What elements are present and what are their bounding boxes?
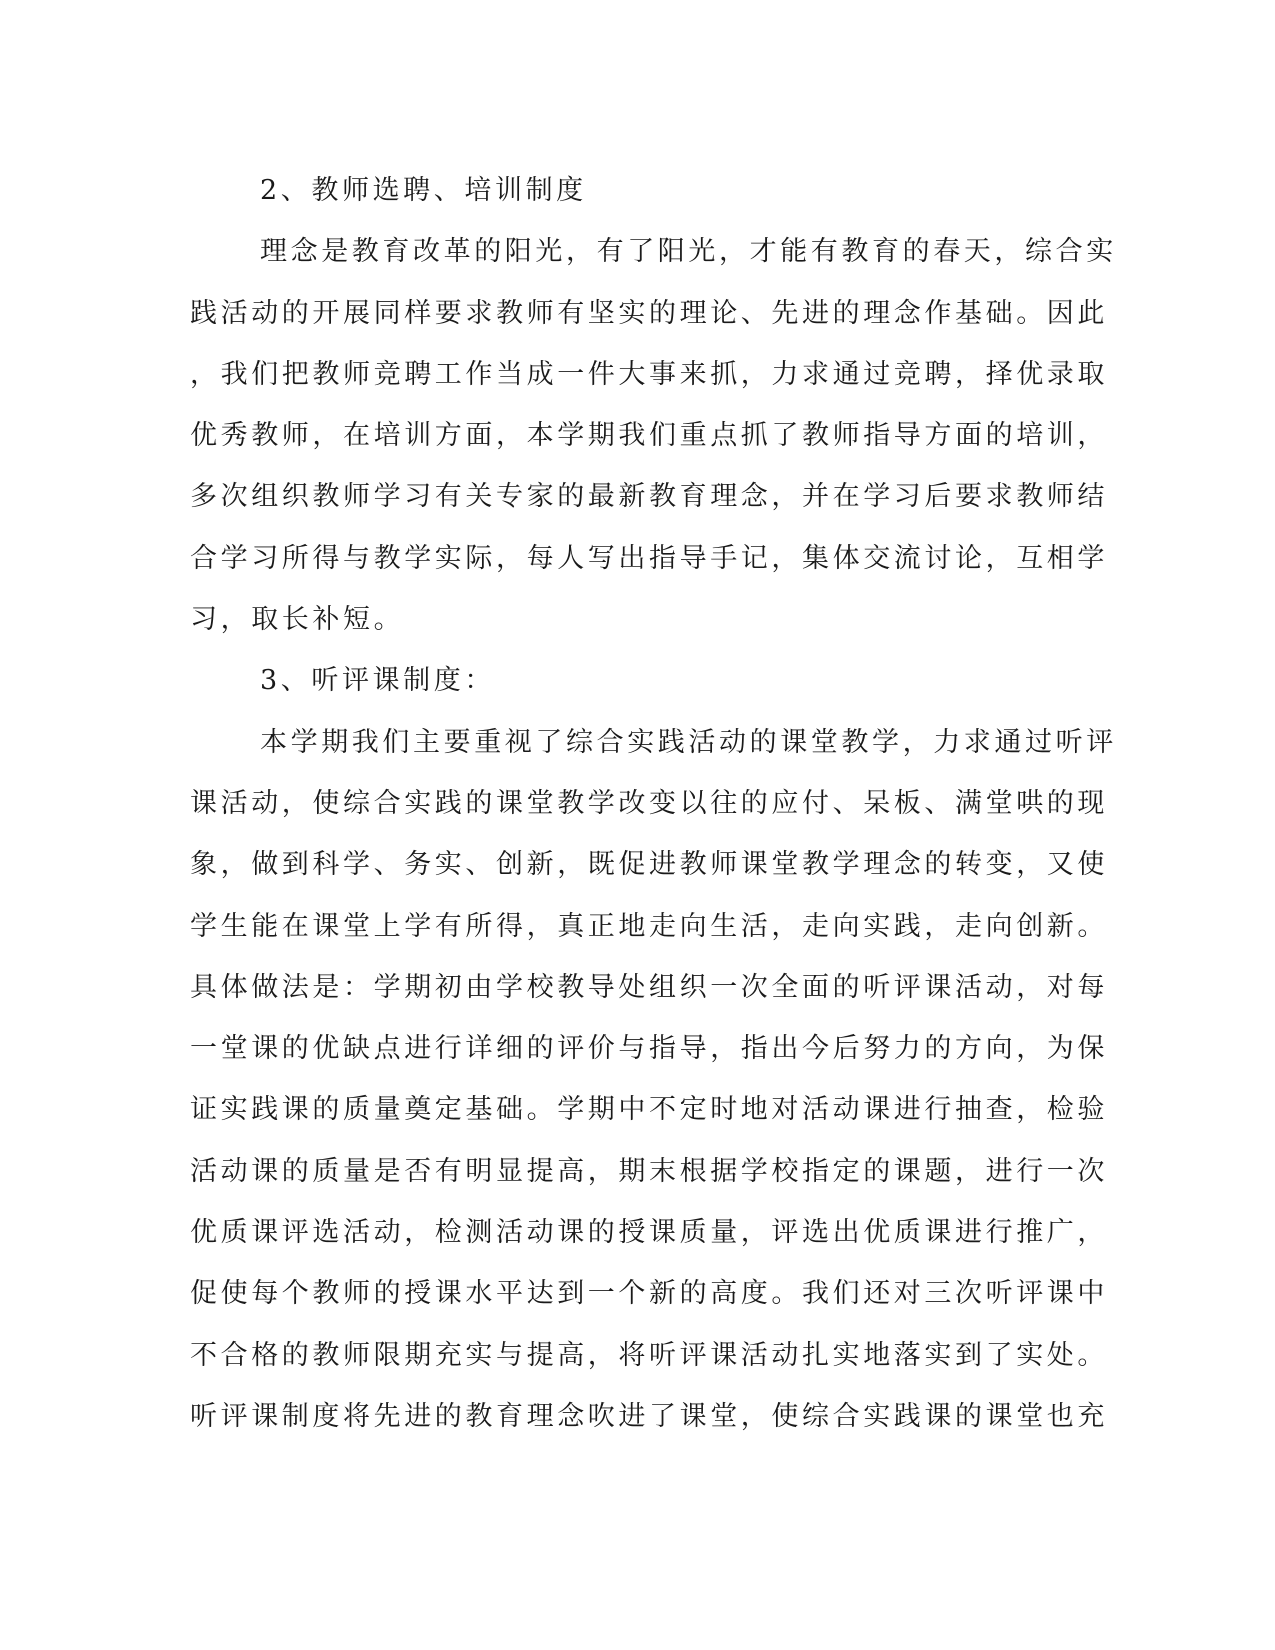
paragraph-line: 课活动，使综合实践的课堂教学改变以往的应付、呆板、满堂哄的现 (190, 787, 1108, 819)
paragraph-line: ，我们把教师竞聘工作当成一件大事来抓，力求通过竞聘，择优录取 (190, 358, 1108, 390)
paragraph-line: 合学习所得与教学实际，每人写出指导手记，集体交流讨论，互相学 (190, 542, 1108, 574)
paragraph-line: 理念是教育改革的阳光，有了阳光，才能有教育的春天，综合实 (260, 236, 1117, 268)
paragraph-line: 优秀教师，在培训方面，本学期我们重点抓了教师指导方面的培训， (190, 420, 1108, 452)
document-body (190, 160, 1117, 1447)
paragraph-line: 具体做法是：学期初由学校教导处组织一次全面的听评课活动，对每 (190, 971, 1108, 1003)
paragraph-line: 不合格的教师限期充实与提高，将听评课活动扎实地落实到了实处。 (190, 1339, 1108, 1371)
section-heading-lesson-evaluation: 3、听评课制度： (260, 665, 495, 697)
section-heading-teacher-selection: 2、教师选聘、培训制度 (260, 175, 587, 206)
paragraph-line: 活动课的质量是否有明显提高，期末根据学校指定的课题，进行一次 (190, 1155, 1108, 1187)
paragraph-line: 多次组织教师学习有关专家的最新教育理念，并在学习后要求教师结 (190, 481, 1108, 513)
paragraph-line: 一堂课的优缺点进行详细的评价与指导，指出今后努力的方向，为保 (190, 1033, 1108, 1065)
paragraph-line: 践活动的开展同样要求教师有坚实的理论、先进的理念作基础。因此 (190, 297, 1108, 329)
paragraph-line: 促使每个教师的授课水平达到一个新的高度。我们还对三次听评课中 (190, 1278, 1108, 1310)
paragraph-line: 本学期我们主要重视了综合实践活动的课堂教学，力求通过听评 (260, 726, 1117, 758)
paragraph-line: 学生能在课堂上学有所得，真正地走向生活，走向实践，走向创新。 (190, 910, 1108, 942)
paragraph-line: 象，做到科学、务实、创新，既促进教师课堂教学理念的转变，又使 (190, 849, 1108, 881)
paragraph-line: 听评课制度将先进的教育理念吹进了课堂，使综合实践课的课堂也充 (190, 1400, 1108, 1432)
paragraph-line: 证实践课的质量奠定基础。学期中不定时地对活动课进行抽查，检验 (190, 1094, 1108, 1126)
paragraph-line: 优质课评选活动，检测活动课的授课质量，评选出优质课进行推广， (190, 1217, 1108, 1249)
paragraph-line: 习，取长补短。 (190, 604, 405, 636)
